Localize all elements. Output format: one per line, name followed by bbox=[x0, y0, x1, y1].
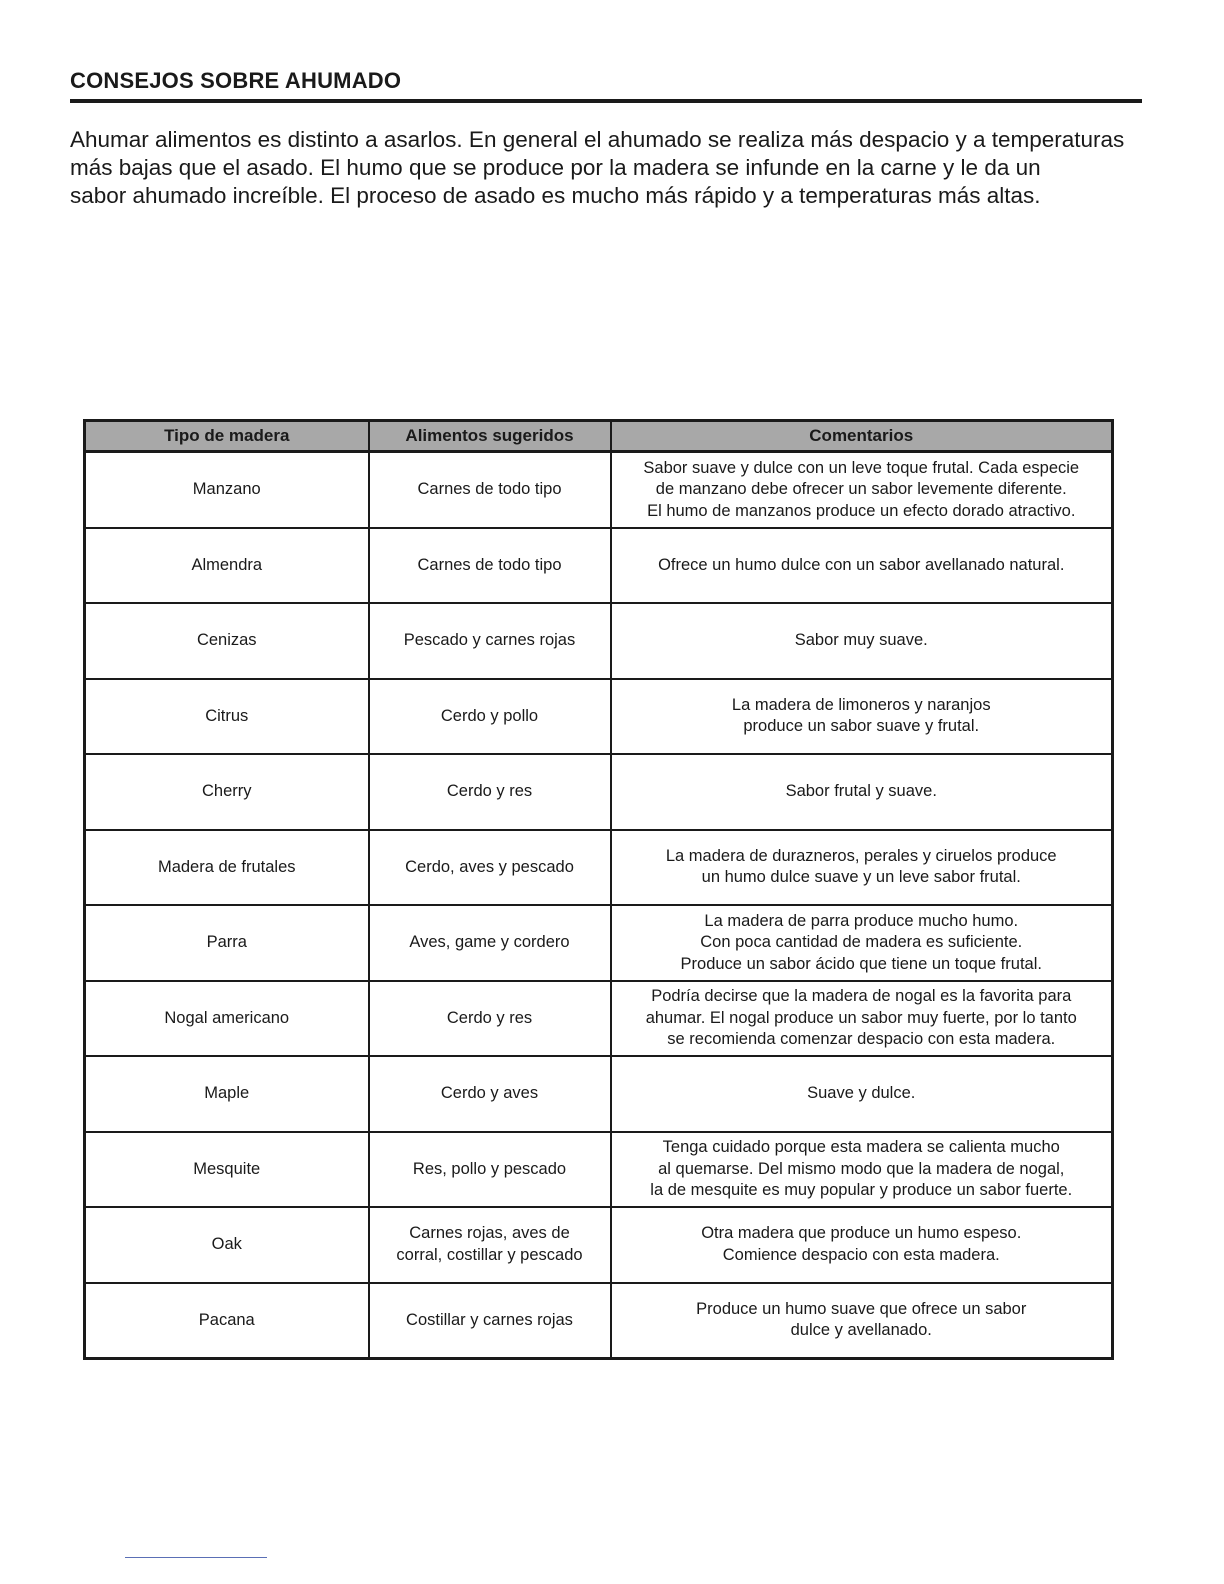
header-wood-type: Tipo de madera bbox=[85, 421, 369, 452]
wood-type-cell: Citrus bbox=[85, 679, 369, 755]
table-row bbox=[85, 1283, 1113, 1359]
comments-cell bbox=[611, 754, 1113, 830]
comment-line: Sabor frutal y suave. bbox=[785, 782, 937, 800]
comments-cell bbox=[611, 1283, 1113, 1359]
suggested-foods-cell bbox=[369, 603, 611, 679]
comment-line: Sabor suave y dulce con un leve toque frutal. Cada especie bbox=[643, 458, 1080, 477]
table-row bbox=[85, 754, 1113, 830]
table-row bbox=[85, 1132, 1113, 1208]
wood-table bbox=[83, 419, 1114, 1360]
suggested-foods-cell bbox=[369, 981, 611, 1057]
comment-line: Sabor muy suave. bbox=[794, 631, 928, 649]
comments-cell bbox=[611, 830, 1113, 906]
table-row bbox=[85, 528, 1113, 604]
comments-cell bbox=[611, 981, 1113, 1057]
food-line: Cerdo y res bbox=[446, 1008, 533, 1027]
comments-cell bbox=[611, 1207, 1113, 1283]
page-title: CONSEJOS SOBRE AHUMADO bbox=[70, 68, 402, 93]
wood-type-cell: Cherry bbox=[85, 754, 369, 830]
suggested-foods-cell bbox=[369, 1132, 611, 1208]
comments-cell bbox=[611, 905, 1113, 981]
comment-line: ahumar. El nogal produce un sabor muy fuerte, por lo tanto bbox=[645, 1008, 1077, 1027]
comment-line: Con poca cantidad de madera es suficiente. bbox=[700, 933, 1023, 951]
table-row bbox=[85, 830, 1113, 906]
comment-line: Produce un humo suave que ofrece un sabor bbox=[696, 1299, 1027, 1318]
comment-line: La madera de durazneros, perales y ciruelos produce bbox=[665, 846, 1057, 865]
comments-cell bbox=[611, 679, 1113, 755]
wood-type-cell: Manzano bbox=[85, 452, 369, 528]
comment-line: Produce un sabor ácido que tiene un toque frutal. bbox=[680, 954, 1042, 973]
food-line: Cerdo y aves bbox=[440, 1084, 539, 1102]
wood-type-cell: Mesquite bbox=[85, 1132, 369, 1208]
table-row bbox=[85, 1207, 1113, 1283]
title-divider bbox=[70, 99, 1142, 103]
wood-type-cell: Madera de frutales bbox=[85, 830, 369, 906]
suggested-foods-cell bbox=[369, 1207, 611, 1283]
comment-line: al quemarse. Del mismo modo que la madera de nogal, bbox=[658, 1159, 1065, 1178]
wood-type-cell: Cenizas bbox=[85, 603, 369, 679]
intro-paragraph bbox=[70, 126, 1150, 210]
food-line: Pescado y carnes rojas bbox=[403, 631, 576, 649]
comment-line: La madera de limoneros y naranjos bbox=[731, 695, 991, 714]
comment-line: Suave y dulce. bbox=[807, 1084, 916, 1102]
table-row bbox=[85, 603, 1113, 679]
header-comments: Comentarios bbox=[611, 421, 1113, 452]
wood-type-cell: Almendra bbox=[85, 528, 369, 604]
food-line: Costillar y carnes rojas bbox=[406, 1310, 573, 1329]
comment-line: Otra madera que produce un humo espeso. bbox=[701, 1224, 1022, 1243]
comment-line: Ofrece un humo dulce con un sabor avellanado natural. bbox=[658, 555, 1065, 574]
food-line: Aves, game y cordero bbox=[409, 933, 570, 951]
wood-type-cell: Oak bbox=[85, 1207, 369, 1283]
wood-type-cell: Maple bbox=[85, 1056, 369, 1132]
table-row bbox=[85, 905, 1113, 981]
wood-type-cell: Pacana bbox=[85, 1283, 369, 1359]
comments-cell bbox=[611, 528, 1113, 604]
comment-line: Tenga cuidado porque esta madera se calienta mucho bbox=[662, 1138, 1060, 1156]
food-line: Cerdo y res bbox=[446, 782, 533, 800]
suggested-foods-cell bbox=[369, 830, 611, 906]
comment-line: la de mesquite es muy popular y produce un sabor fuerte. bbox=[650, 1181, 1073, 1199]
wood-type-cell: Parra bbox=[85, 905, 369, 981]
food-line: Carnes de todo tipo bbox=[417, 480, 562, 498]
comments-cell bbox=[611, 603, 1113, 679]
food-line: corral, costillar y pescado bbox=[396, 1245, 583, 1264]
comments-cell bbox=[611, 1132, 1113, 1208]
comment-line: dulce y avellanado. bbox=[790, 1321, 932, 1340]
footer-link-underline bbox=[125, 1557, 267, 1558]
intro-line: más bajas que el asado. El humo que se produce por la madera se infunde en la carne y le da un bbox=[70, 155, 1041, 180]
header-suggested-foods: Alimentos sugeridos bbox=[369, 421, 611, 452]
food-line: Res, pollo y pescado bbox=[412, 1159, 567, 1178]
comments-cell bbox=[611, 452, 1113, 528]
table-row bbox=[85, 679, 1113, 755]
comment-line: se recomienda comenzar despacio con esta madera. bbox=[667, 1030, 1056, 1048]
suggested-foods-cell bbox=[369, 679, 611, 755]
comment-line: Comience despacio con esta madera. bbox=[722, 1245, 1000, 1264]
comment-line: La madera de parra produce mucho humo. bbox=[704, 911, 1019, 930]
suggested-foods-cell bbox=[369, 905, 611, 981]
suggested-foods-cell bbox=[369, 452, 611, 528]
comment-line: Podría decirse que la madera de nogal es la favorita para bbox=[651, 987, 1072, 1005]
wood-type-cell: Nogal americano bbox=[85, 981, 369, 1057]
suggested-foods-cell bbox=[369, 1056, 611, 1132]
suggested-foods-cell bbox=[369, 528, 611, 604]
table-row bbox=[85, 1056, 1113, 1132]
table-header-row bbox=[85, 421, 1113, 452]
food-line: Carnes rojas, aves de bbox=[409, 1224, 570, 1243]
table-row bbox=[85, 452, 1113, 528]
table-row bbox=[85, 981, 1113, 1057]
suggested-foods-cell bbox=[369, 1283, 611, 1359]
intro-line: sabor ahumado increíble. El proceso de asado es mucho más rápido y a temperaturas más altas. bbox=[70, 183, 1041, 208]
comment-line: de manzano debe ofrecer un sabor levemente diferente. bbox=[655, 480, 1067, 498]
food-line: Carnes de todo tipo bbox=[417, 555, 562, 574]
food-line: Cerdo, aves y pescado bbox=[405, 857, 574, 876]
comment-line: produce un sabor suave y frutal. bbox=[743, 717, 980, 736]
comment-line: El humo de manzanos produce un efecto dorado atractivo. bbox=[647, 501, 1076, 520]
comments-cell bbox=[611, 1056, 1113, 1132]
suggested-foods-cell bbox=[369, 754, 611, 830]
comment-line: un humo dulce suave y un leve sabor frutal. bbox=[701, 868, 1021, 887]
food-line: Cerdo y pollo bbox=[440, 706, 539, 725]
intro-line: Ahumar alimentos es distinto a asarlos. En general el ahumado se realiza más despacio y a temperaturas bbox=[70, 127, 1125, 152]
